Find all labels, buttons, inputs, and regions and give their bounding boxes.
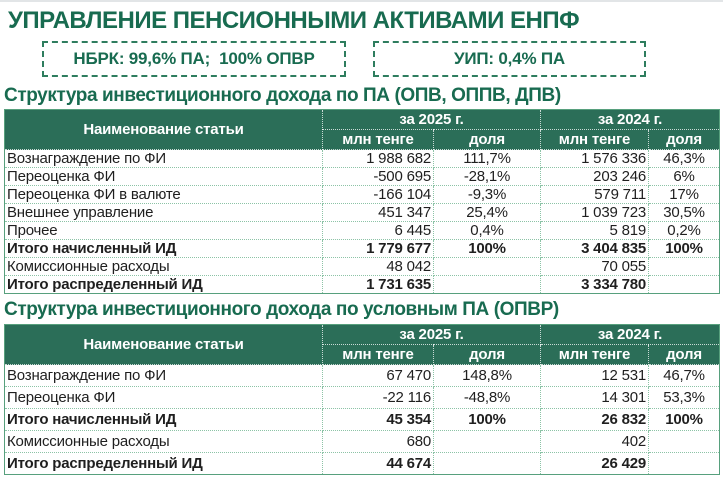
summary-badges (42, 41, 723, 77)
amount-2024-cell: 402 (541, 431, 649, 453)
table-row (5, 222, 720, 240)
share-2025-cell: 148,8% (434, 365, 541, 387)
row-name-cell: Итого начисленный ИД (5, 409, 323, 431)
opvr-income-table (4, 324, 720, 475)
amount-2024-cell: 14 301 (541, 387, 649, 409)
col-header-share-2024: доля (649, 130, 720, 150)
amount-2025-cell: 6 445 (323, 222, 434, 240)
badge-nbrk-label: НБРК: 99,6% ПА; 100% ОПВР (73, 48, 315, 68)
amount-2024-cell: 26 429 (541, 453, 649, 475)
share-2024-cell: 53,3% (649, 387, 720, 409)
share-2025-cell (434, 453, 541, 475)
amount-2025-cell: -22 116 (323, 387, 434, 409)
table-row-total-accrued (5, 409, 720, 431)
share-2024-cell: 100% (649, 409, 720, 431)
row-name-cell: Комиссионные расходы (5, 431, 323, 453)
table-row (5, 204, 720, 222)
amount-2025-cell: 1 988 682 (323, 150, 434, 168)
row-name-cell: Итого начисленный ИД (5, 240, 323, 258)
row-name-cell: Вознаграждение по ФИ (5, 150, 323, 168)
table-row-total-accrued (5, 240, 720, 258)
share-2024-cell: 6% (649, 168, 720, 186)
col-header-share-2024: доля (649, 345, 720, 365)
col-header-amount-2025: млн тенге (323, 130, 434, 150)
amount-2024-cell: 1 576 336 (541, 150, 649, 168)
amount-2024-cell: 579 711 (541, 186, 649, 204)
share-2024-cell (649, 258, 720, 276)
amount-2025-cell: 1 731 635 (323, 276, 434, 294)
share-2024-cell: 0,2% (649, 222, 720, 240)
col-header-amount-2025: млн тенге (323, 345, 434, 365)
share-2025-cell: 25,4% (434, 204, 541, 222)
table-row (5, 387, 720, 409)
share-2024-cell: 46,3% (649, 150, 720, 168)
pa-income-table-header (5, 110, 720, 150)
amount-2025-cell: 45 354 (323, 409, 434, 431)
amount-2025-cell: 67 470 (323, 365, 434, 387)
col-header-year-2024: за 2024 г. (541, 110, 720, 130)
share-2025-cell: -48,8% (434, 387, 541, 409)
amount-2025-cell: 44 674 (323, 453, 434, 475)
share-2025-cell (434, 431, 541, 453)
amount-2024-cell: 3 404 835 (541, 240, 649, 258)
section-title-pa-income: Структура инвестиционного дохода по ПА (ОПВ, ОППВ, ДПВ) (4, 84, 561, 106)
col-header-name: Наименование статьи (5, 110, 323, 150)
col-header-share-2025: доля (434, 130, 541, 150)
amount-2024-cell: 5 819 (541, 222, 649, 240)
row-name-cell: Комиссионные расходы (5, 258, 323, 276)
share-2024-cell: 17% (649, 186, 720, 204)
opvr-income-table-header (5, 325, 720, 365)
amount-2024-cell: 12 531 (541, 365, 649, 387)
row-name-cell: Переоценка ФИ (5, 168, 323, 186)
table-row (5, 258, 720, 276)
row-name-cell: Вознаграждение по ФИ (5, 365, 323, 387)
col-header-amount-2024: млн тенге (541, 130, 649, 150)
amount-2024-cell: 3 334 780 (541, 276, 649, 294)
col-header-share-2025: доля (434, 345, 541, 365)
amount-2025-cell: 48 042 (323, 258, 434, 276)
table-row (5, 365, 720, 387)
share-2024-cell (649, 276, 720, 294)
row-name-cell: Прочее (5, 222, 323, 240)
col-header-year-2025: за 2025 г. (323, 325, 541, 345)
row-name-cell: Переоценка ФИ (5, 387, 323, 409)
share-2025-cell: -28,1% (434, 168, 541, 186)
amount-2024-cell: 26 832 (541, 409, 649, 431)
row-name-cell: Итого распределенный ИД (5, 276, 323, 294)
amount-2025-cell: -500 695 (323, 168, 434, 186)
share-2024-cell (649, 453, 720, 475)
share-2025-cell: 100% (434, 409, 541, 431)
table-row (5, 150, 720, 168)
row-name-cell: Итого распределенный ИД (5, 453, 323, 475)
share-2025-cell: 111,7% (434, 150, 541, 168)
badge-uip-share (373, 41, 646, 77)
share-2025-cell (434, 276, 541, 294)
amount-2025-cell: 451 347 (323, 204, 434, 222)
table-row-total-distributed (5, 453, 720, 475)
col-header-year-2024: за 2024 г. (541, 325, 720, 345)
share-2025-cell: 100% (434, 240, 541, 258)
amount-2024-cell: 70 055 (541, 258, 649, 276)
amount-2025-cell: -166 104 (323, 186, 434, 204)
page-title: УПРАВЛЕНИЕ ПЕНСИОННЫМИ АКТИВАМИ ЕНПФ (8, 7, 580, 34)
share-2025-cell (434, 258, 541, 276)
row-name-cell: Внешнее управление (5, 204, 323, 222)
amount-2025-cell: 1 779 677 (323, 240, 434, 258)
col-header-year-2025: за 2025 г. (323, 110, 541, 130)
share-2024-cell (649, 431, 720, 453)
table-row (5, 168, 720, 186)
share-2024-cell: 30,5% (649, 204, 720, 222)
table-row (5, 431, 720, 453)
share-2024-cell: 46,7% (649, 365, 720, 387)
amount-2024-cell: 1 039 723 (541, 204, 649, 222)
share-2024-cell: 100% (649, 240, 720, 258)
share-2025-cell: 0,4% (434, 222, 541, 240)
row-name-cell: Переоценка ФИ в валюте (5, 186, 323, 204)
badge-uip-label: УИП: 0,4% ПА (454, 48, 565, 68)
col-header-name: Наименование статьи (5, 325, 323, 365)
amount-2024-cell: 203 246 (541, 168, 649, 186)
pa-income-table (4, 109, 720, 294)
table-row (5, 186, 720, 204)
table-row-total-distributed (5, 276, 720, 294)
amount-2025-cell: 680 (323, 431, 434, 453)
share-2025-cell: -9,3% (434, 186, 541, 204)
col-header-amount-2024: млн тенге (541, 345, 649, 365)
section-title-opvr-income: Структура инвестиционного дохода по условным ПА (ОПВР) (4, 299, 559, 321)
badge-nbrk-share (42, 41, 346, 77)
